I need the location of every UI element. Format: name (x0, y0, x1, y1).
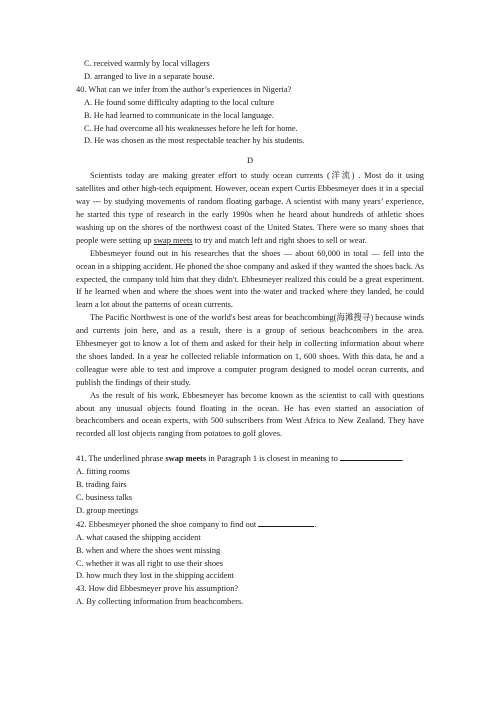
passage-paragraph-2: Ebbesmeyer found out in his researches that the shoes — about 60,000 in total — fell into the ocean in a shipping accident. He phoned the shoe company and asked if they wanted the shoes back. As expected, the company told him that they didn't. Ebbesmeyer realized this could be a great experiment. If he learned when and where the shoes went into the water and tracked where they landed, he could learn a lot about the patterns of ocean currents. (76, 248, 424, 310)
paragraph-1-text-a: Scientists today are making greater effort to study ocean currents (洋流) . Most do it using satellites and other high-tech equipment. However, ocean expert Curtis Ebbesmeyer does it in a special way --- by studying movements of random floating garbage. A scientist with many years’ experience, he started this type of research in the early 1990s when he heard about hundreds of athletic shoes washing up on the shores of the northwest coast of the United States. There were so many shoes that people were setting up (76, 171, 424, 245)
q39-option-d: D. arranged to live in a separate house. (84, 71, 215, 81)
q41-option-d: D. group meetings (76, 505, 139, 515)
q42-option-a: A. what caused the shipping accident (76, 532, 201, 542)
q40-stem: 40. What can we infer from the author’s experiences in Nigeria? (76, 84, 292, 94)
q39-option-c: C. received warmly by local villagers (84, 59, 210, 68)
q42-stem-text: 42. Ebbesmeyer phoned the shoe company to find out (76, 519, 259, 529)
q41-stem-a: 41. The underlined phrase (76, 454, 166, 464)
q42-option-b: B. when and where the shoes went missing (76, 545, 221, 555)
q41-option-b: B. trading fairs (76, 480, 127, 490)
q41-option-a: A. fitting rooms (76, 467, 130, 477)
passage-paragraph-1 (76, 170, 424, 247)
q42-stem-end: . (314, 519, 317, 529)
exam-page (76, 58, 424, 609)
q42-option-c: C. whether it was all right to use their shoes (76, 558, 224, 568)
q41-answer-blank (340, 452, 404, 464)
q40-option-c: C. He had overcome all his weaknesses before he left for home. (84, 123, 298, 133)
passage-paragraph-3: The Pacific Northwest is one of the world's best areas for beachcombing(海滩搜寻) because winds and currents join here, and as a result, there is a group of serious beachcombers in the area. Ebbesmeyer got to know a lot of them and asked for their help in collecting information about where the shoes landed. In a year he collected reliable information on 1, 600 shoes. With this data, he and a colleague were able to test and improve a computer program designed to model ocean currents, and publish the findings of their study. (76, 313, 424, 387)
q40-option-a: A. He found some difficulty adapting to the local culture (84, 97, 275, 107)
q40-option-d: D. He was chosen as the most respectable teacher by his students. (84, 136, 305, 146)
passage-paragraph-4: As the result of his work, Ebbesmeyer has become known as the scientist to call with questions about any unusual objects found floating in the ocean. He has even started an association of beachcombers and ocean experts, with 500 subscribers from West Africa to New Zealand. They have recorded all lost objects ranging from potatoes to golf gloves. (76, 390, 424, 439)
swap-meets-underlined: swap meets (153, 235, 193, 245)
passage-label: D (246, 156, 254, 166)
q42-stem (76, 518, 424, 532)
spacer (76, 441, 424, 452)
q41-stem-b: in Paragraph 1 is closest in meaning to (206, 454, 340, 464)
q41-option-c: C. business talks (76, 493, 133, 502)
q41-stem (76, 452, 424, 466)
q43-option-a: A. By collecting information from beachcombers. (76, 597, 244, 607)
q42-answer-blank (258, 518, 317, 529)
paragraph-1-text-b: to try and match left and right shoes to sell or wear. (192, 235, 367, 245)
q42-option-d: D. how much they lost in the shipping accident (76, 571, 234, 581)
q41-stem-end: . (401, 454, 404, 464)
q43-stem: 43. How did Ebbesmeyer prove his assumption? (76, 584, 239, 594)
q40-option-b: B. He had learned to communicate in the local language. (84, 110, 274, 120)
q41-stem-bold: swap meets (165, 454, 207, 464)
